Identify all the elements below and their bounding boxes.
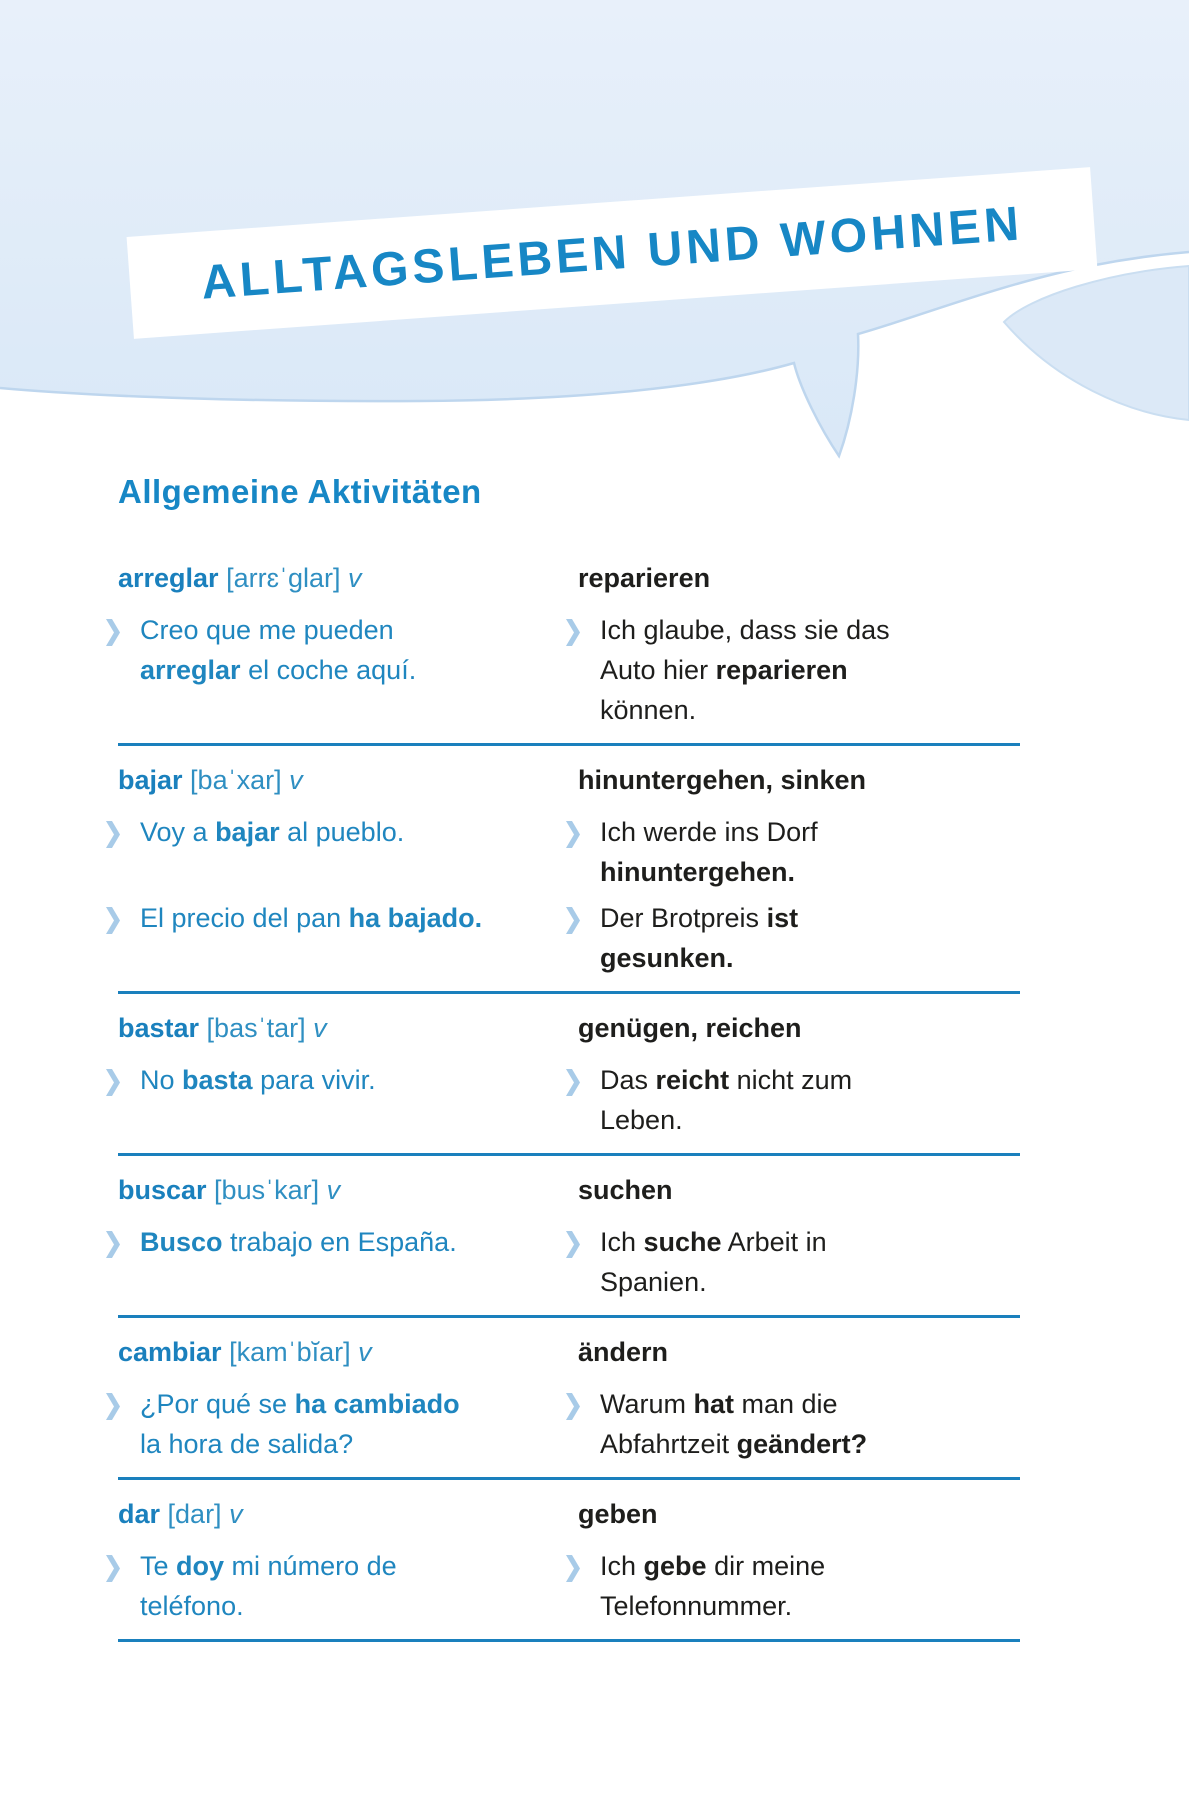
text-segment: el coche aquí. bbox=[240, 655, 417, 685]
text-segment: nicht zum bbox=[729, 1065, 853, 1095]
example-line bbox=[140, 898, 548, 938]
german-example bbox=[578, 1222, 1020, 1302]
entry-header bbox=[118, 1170, 1020, 1210]
dictionary-entry bbox=[118, 558, 1020, 746]
translation: suchen bbox=[578, 1175, 673, 1205]
chapter-title: ALLTAGSLEBEN UND WOHNEN bbox=[199, 196, 1025, 310]
text-segment: El precio del pan bbox=[140, 903, 349, 933]
example-row bbox=[118, 1546, 1020, 1626]
bold-segment: reparieren bbox=[715, 655, 848, 685]
example-line bbox=[140, 1586, 548, 1626]
bold-segment: hinuntergehen. bbox=[600, 857, 795, 887]
headword-cell bbox=[118, 1170, 548, 1210]
german-example bbox=[578, 812, 1020, 892]
german-example bbox=[578, 1546, 1020, 1626]
example-line bbox=[140, 1546, 548, 1586]
text-segment: ¿Por qué se bbox=[140, 1389, 295, 1419]
example-line bbox=[600, 898, 1020, 938]
part-of-speech: v bbox=[358, 1337, 372, 1367]
chevron-right-icon bbox=[566, 905, 581, 932]
example-line bbox=[140, 1424, 548, 1464]
text-segment: können. bbox=[600, 695, 697, 725]
spanish-example bbox=[118, 1384, 548, 1464]
example-line bbox=[600, 1546, 1020, 1586]
example-line bbox=[600, 690, 1020, 730]
bold-segment: gesunken. bbox=[600, 943, 734, 973]
text-segment: Arbeit in bbox=[721, 1227, 827, 1257]
bold-segment: hat bbox=[693, 1389, 734, 1419]
entry-header bbox=[118, 1332, 1020, 1372]
text-segment: Creo que me pueden bbox=[140, 615, 394, 645]
chevron-right-icon bbox=[566, 617, 581, 644]
bold-segment: ha bajado. bbox=[348, 903, 483, 933]
example-line bbox=[600, 852, 1020, 892]
example-cell-german bbox=[578, 812, 1020, 892]
example-line bbox=[600, 650, 1020, 690]
headword-cell bbox=[118, 1332, 548, 1372]
text-segment: Telefonnummer. bbox=[600, 1591, 793, 1621]
example-cell-german bbox=[578, 1222, 1020, 1302]
bold-segment: suche bbox=[643, 1227, 722, 1257]
spanish-example bbox=[118, 610, 548, 690]
text-segment: Auto hier bbox=[600, 655, 716, 685]
example-line bbox=[600, 1262, 1020, 1302]
phonetic: [baˈxar] bbox=[182, 765, 290, 795]
headword: buscar bbox=[118, 1175, 207, 1205]
text-segment: Spanien. bbox=[600, 1267, 707, 1297]
entry-header bbox=[118, 1008, 1020, 1048]
example-cell-spanish bbox=[118, 898, 548, 978]
example-cell-spanish bbox=[118, 812, 548, 892]
example-line bbox=[600, 1586, 1020, 1626]
german-example bbox=[578, 610, 1020, 730]
text-segment: Ich glaube, dass sie das bbox=[600, 615, 890, 645]
example-cell-german bbox=[578, 610, 1020, 730]
chevron-right-icon bbox=[106, 905, 121, 932]
spanish-example bbox=[118, 1222, 548, 1262]
chevron-right-icon bbox=[106, 1391, 121, 1418]
example-row bbox=[118, 898, 1020, 978]
phonetic: [kamˈbĭar] bbox=[221, 1337, 359, 1367]
bold-segment: gebe bbox=[643, 1551, 707, 1581]
bold-segment: ist bbox=[766, 903, 799, 933]
headword-cell bbox=[118, 760, 548, 800]
headword: bastar bbox=[118, 1013, 200, 1043]
example-row bbox=[118, 812, 1020, 892]
headword: arreglar bbox=[118, 563, 219, 593]
headword: dar bbox=[118, 1499, 161, 1529]
dictionary-entry bbox=[118, 1318, 1020, 1480]
text-segment: Ich bbox=[600, 1551, 644, 1581]
dictionary-entry bbox=[118, 1156, 1020, 1318]
phonetic: [busˈkar] bbox=[206, 1175, 327, 1205]
phonetic: [dar] bbox=[160, 1499, 230, 1529]
chevron-right-icon bbox=[106, 1067, 121, 1094]
phonetic: [basˈtar] bbox=[199, 1013, 314, 1043]
part-of-speech: v bbox=[289, 765, 303, 795]
chevron-right-icon bbox=[106, 819, 121, 846]
example-line bbox=[600, 1424, 1020, 1464]
example-cell-spanish bbox=[118, 610, 548, 730]
example-line bbox=[600, 1100, 1020, 1140]
text-segment: No bbox=[140, 1065, 183, 1095]
headword-cell bbox=[118, 1494, 548, 1534]
example-cell-german bbox=[578, 898, 1020, 978]
example-line bbox=[600, 1222, 1020, 1262]
spanish-example bbox=[118, 812, 548, 852]
dictionary-entry bbox=[118, 1480, 1020, 1642]
text-segment: Te bbox=[140, 1551, 177, 1581]
example-row bbox=[118, 1384, 1020, 1464]
example-cell-spanish bbox=[118, 1384, 548, 1464]
part-of-speech: v bbox=[313, 1013, 327, 1043]
entry-header bbox=[118, 558, 1020, 598]
example-row bbox=[118, 610, 1020, 730]
text-segment: man die bbox=[734, 1389, 838, 1419]
translation: hinuntergehen, sinken bbox=[578, 765, 867, 795]
bold-segment: arreglar bbox=[140, 655, 241, 685]
part-of-speech: v bbox=[347, 563, 362, 593]
entry-header bbox=[118, 760, 1020, 800]
headword-cell bbox=[118, 558, 548, 598]
example-row bbox=[118, 1222, 1020, 1302]
translation: reparieren bbox=[578, 563, 711, 593]
translation: geben bbox=[578, 1499, 658, 1529]
headword-cell bbox=[118, 1008, 548, 1048]
example-line bbox=[140, 1222, 548, 1262]
part-of-speech: v bbox=[326, 1175, 341, 1205]
example-cell-spanish bbox=[118, 1546, 548, 1626]
phonetic: [arrɛˈglar] bbox=[218, 563, 348, 593]
text-segment: dir meine bbox=[706, 1551, 826, 1581]
bold-segment: ha cambiado bbox=[294, 1389, 460, 1419]
bold-segment: basta bbox=[182, 1065, 253, 1095]
spanish-example bbox=[118, 1060, 548, 1100]
example-line bbox=[140, 650, 548, 690]
text-segment: mi número de bbox=[224, 1551, 397, 1581]
example-cell-german bbox=[578, 1060, 1020, 1140]
translation: genügen, reichen bbox=[578, 1013, 802, 1043]
text-segment: Der Brotpreis bbox=[600, 903, 767, 933]
text-segment: Abfahrtzeit bbox=[600, 1429, 737, 1459]
text-segment: para vivir. bbox=[252, 1065, 376, 1095]
text-segment: la hora de salida? bbox=[140, 1429, 354, 1459]
text-segment: trabajo en España. bbox=[222, 1227, 457, 1257]
bold-segment: Busco bbox=[140, 1227, 223, 1257]
chevron-right-icon bbox=[106, 1553, 121, 1580]
entries bbox=[118, 558, 1020, 1642]
part-of-speech: v bbox=[229, 1499, 243, 1529]
example-cell-german bbox=[578, 1546, 1020, 1626]
dictionary-entry bbox=[118, 994, 1020, 1156]
chevron-right-icon bbox=[566, 1067, 581, 1094]
example-cell-spanish bbox=[118, 1222, 548, 1302]
example-line bbox=[600, 1384, 1020, 1424]
chevron-right-icon bbox=[566, 1229, 581, 1256]
example-cell-german bbox=[578, 1384, 1020, 1464]
dictionary-entry bbox=[118, 746, 1020, 994]
chevron-right-icon bbox=[566, 819, 581, 846]
spanish-example bbox=[118, 1546, 548, 1626]
example-line bbox=[600, 610, 1020, 650]
entry-header bbox=[118, 1494, 1020, 1534]
example-cell-spanish bbox=[118, 1060, 548, 1140]
text-segment: Voy a bbox=[140, 817, 216, 847]
text-segment: Das bbox=[600, 1065, 656, 1095]
headword: cambiar bbox=[118, 1337, 222, 1367]
example-line bbox=[600, 812, 1020, 852]
german-example bbox=[578, 1384, 1020, 1464]
chevron-right-icon bbox=[106, 617, 121, 644]
example-row bbox=[118, 1060, 1020, 1140]
chevron-right-icon bbox=[566, 1553, 581, 1580]
text-segment: Warum bbox=[600, 1389, 694, 1419]
text-segment: al pueblo. bbox=[279, 817, 405, 847]
german-example bbox=[578, 898, 1020, 978]
headword: bajar bbox=[118, 765, 183, 795]
dictionary-content bbox=[118, 472, 1020, 1642]
section-heading: Allgemeine Aktivitäten bbox=[118, 473, 482, 510]
text-segment: Leben. bbox=[600, 1105, 683, 1135]
bold-segment: bajar bbox=[215, 817, 280, 847]
example-line bbox=[140, 1060, 548, 1100]
german-example bbox=[578, 1060, 1020, 1140]
bold-segment: reicht bbox=[655, 1065, 730, 1095]
text-segment: teléfono. bbox=[140, 1591, 244, 1621]
example-line bbox=[600, 938, 1020, 978]
example-line bbox=[600, 1060, 1020, 1100]
spanish-example bbox=[118, 898, 548, 938]
bold-segment: doy bbox=[176, 1551, 225, 1581]
chevron-right-icon bbox=[566, 1391, 581, 1418]
text-segment: Ich bbox=[600, 1227, 644, 1257]
chevron-right-icon bbox=[106, 1229, 121, 1256]
bold-segment: geändert? bbox=[736, 1429, 868, 1459]
translation: ändern bbox=[578, 1337, 669, 1367]
example-line bbox=[140, 812, 548, 852]
example-line bbox=[140, 1384, 548, 1424]
text-segment: Ich werde ins Dorf bbox=[600, 817, 818, 847]
example-line bbox=[140, 610, 548, 650]
